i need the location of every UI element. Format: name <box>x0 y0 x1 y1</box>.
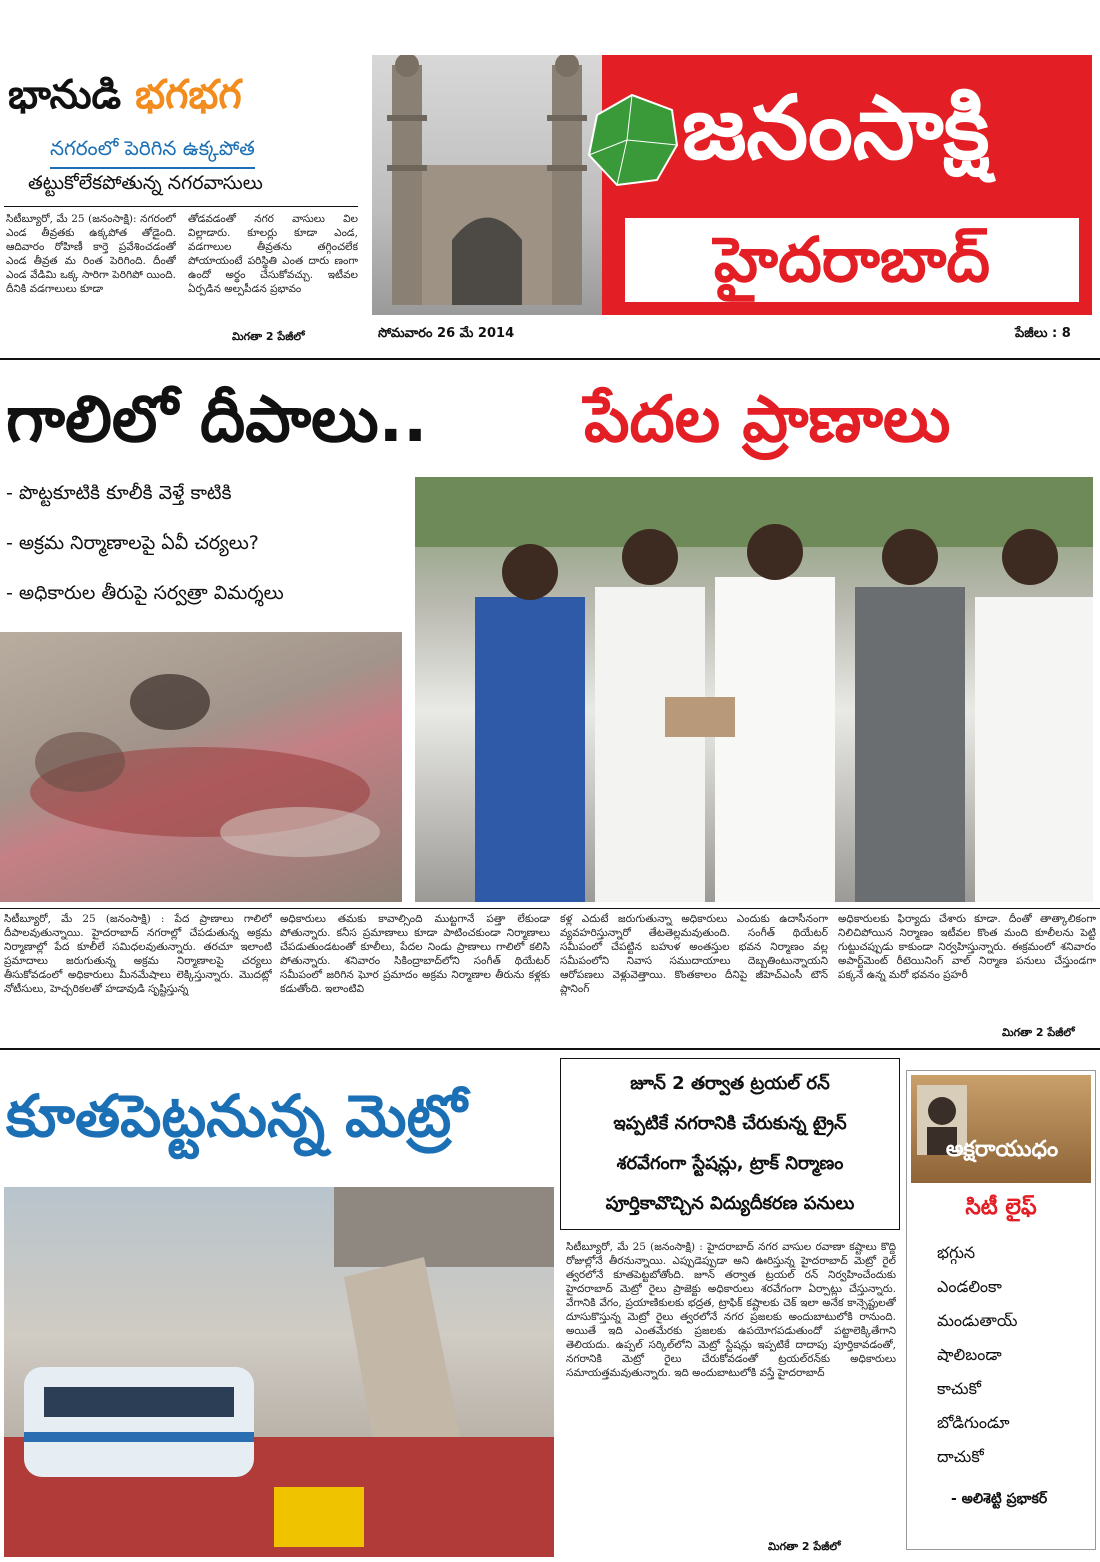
heat-title: భానుడి భగభగ <box>8 72 242 118</box>
bullet-item: - అక్రమ నిర్మాణాలపై ఏవీ చర్యలు? <box>6 532 259 554</box>
heat-subtitle-2: తట్టుకోలేకపోతున్న నగరవాసులు <box>28 172 263 194</box>
poem-line: దాచుకో <box>937 1447 984 1466</box>
poem-author: - అలిశెట్టి ప్రభాకర్ <box>951 1491 1048 1507</box>
paper-name: జనంసాక్షి <box>682 76 990 179</box>
metro-headline: కూతపెట్టనున్న మెట్రో <box>6 1082 467 1150</box>
page-count: పేజీలు : 8 <box>1015 326 1071 341</box>
main-col-4: అధికారులకు ఫిర్యాదు చేశారు కూడా. దీంతో తాత్కాలికంగా నిలిచిపోయిన నిర్మాణం ఇటీవల కొంత మంది కూలీలను పెట్టి గుట్టుచప్పుడు కాకుండా నిర్వహిస్తున్నారు. ఈక్రమంలో శనివారం అపార్ట్‌మెంట్ రీటెయినింగ్ వాల్ నిర్మాణ పనులు చేస్తుండగా పక్కనే ఉన్న మరో భవనం ప్రహరీ <box>838 913 1096 981</box>
poem-line: ఎండలింకా <box>937 1277 1002 1296</box>
edition-name: హైదరాబాద్ <box>713 223 991 296</box>
main-bullets <box>0 474 405 626</box>
heat-subtitle-1: నగరంలో పెరిగిన ఉక్కపోత <box>50 136 255 169</box>
headline-red: పేదల ప్రాణాలు <box>584 383 951 457</box>
masthead <box>372 55 1092 315</box>
poem-line: బోడిగుండూ <box>937 1413 1010 1432</box>
metro-point: పూర్తికావొచ్చిన విద్యుదీకరణ పనులు <box>605 1193 855 1214</box>
heat-col-1: సిటీబ్యూరో, మే 25 (జనంసాక్షి): నగరంలో ఎండ తీవ్రతకు ఉక్కపోత తోడైంది. ఆదివారం రోహిణీ కార్తె ప్రవేశించడంతో ఎండ తీవ్రత మ రింత పెరిగింది. దీంతో ఎండ వేడిమి ఒక్క సారిగా పెరిగిపో యింది. దీనికి వడగాలులు కూడా <box>6 213 176 295</box>
metro-points-box <box>560 1058 900 1230</box>
heat-continued: మిగతా 2 పేజీలో <box>232 330 305 346</box>
top-divider <box>0 358 1100 360</box>
metro-point: శరవేగంగా స్టేషన్లు, ట్రాక్ నిర్మాణం <box>616 1153 844 1174</box>
bullet-item: - పొట్టకూటికి కూలీకి వెళ్తే కాటికి <box>6 482 232 504</box>
metro-point: జూన్ 2 తర్వాత ట్రయల్ రన్ <box>630 1073 830 1094</box>
victims-photo-shapes <box>0 632 402 902</box>
metro-train-photo <box>4 1187 554 1557</box>
charminar-icon <box>372 55 602 315</box>
crowd-photo-shapes <box>415 477 1093 902</box>
poem-column-banner <box>911 1075 1091 1183</box>
poem-line: మండుతాయ్ <box>937 1311 1018 1330</box>
metro-photo-shapes <box>4 1187 554 1557</box>
poem-line: షాలిబండా <box>937 1345 1002 1364</box>
main-col-2: అధికారులు తమకు కావాల్సింది ముట్టగానే పత్తా లేకుండా పోతున్నారు. కనీస ప్రమాణాలు కూడా పాటించకుండా నిర్మాణాలు చేపడుతుండటంతో కూలీలు, పేదల నిండు ప్రాణాలు గాలిలో కలిసి పోతున్నారు. శనివారం సికింద్రాబాద్‌లోని సంగీత్ థియేటర్ సమీపంలో జరిగిన ఘోర ప్రమాదం అక్రమ నిర్మాణాల తీరును కళ్లకు కడుతోంది. ఇలాంటివి <box>280 913 550 995</box>
metro-text: సిటీబ్యూరో, మే 25 (జనంసాక్షి) : హైదరాబాద్ నగర వాసుల రవాణా కష్టాలు కొద్ది రోజుల్లోనే తీరనున్నాయి. ఎప్పుడెప్పుడా అని ఊరిస్తున్న హైదరాబాద్ మెట్రో రైల్ త్వరలోనే కూతపెట్టబోతోంది. జూన్ తర్వాత ట్రయల్ రన్ నిర్వహించేందుకు హైదరాబాద్ మెట్రో రైలు ప్రాజెక్టు అధికారులు శరవేగంగా ఏర్పాట్లు చేస్తున్నారు. వేగానికి వేగం, ప్రయాణికులకు భద్రత, ట్రాఫిక్ కష్టాలకు చెక్ ఇలా అనేక కాన్సెప్టులతో దూసుకొస్తున్న మెట్రో రైలు త్వరలోనే నగర ప్రజలకు అందుబాటులోకి రానుంది. అయితే ఇది ఎంతమేరకు ప్రజలకు ఉపయోగపడుతుందో పట్టాలెక్కితేగాని తెలియదు. ఉప్పల్ సర్కిల్‌లోని మెట్రో స్టేషన్లు ఇప్పటికే దాదాపు పూర్తికావడంతో, నగరానికి మెట్రో రైలు చేరుకోవడంతో ట్రయల్‌రన్‌కు అధికారులు సమాయత్తమవుతున్నారు. ఇది అందుబాటులోకి వస్తే హైదరాబాద్ <box>566 1241 896 1379</box>
metro-point: ఇప్పటికే నగరానికి చేరుకున్న ట్రైన్ <box>613 1113 847 1134</box>
poem-line: భగ్గున <box>937 1243 976 1262</box>
metro-continued: మిగతా 2 పేజీలో <box>768 1540 841 1556</box>
main-col-3: కళ్ల ఎదుటే జరుగుతున్నా అధికారులు ఎందుకు ఉదాసీనంగా వ్యవహరిస్తున్నారో తేటతెల్లమవుతుంది. సంగీత్ థియేటర్ సమీపంలో చేపట్టిన బహుళ అంతస్తుల భవన నిర్మాణం వల్ల సమీపంలోని నివాస సముదాయాలు దెబ్బతింటున్నాయని ఆరోపణలు వెళ్లువెత్తాయి. కొంతకాలం దీనిపై జీహెచ్ఎంసీ టౌన్ ప్లానింగ్ <box>560 913 828 995</box>
bottom-divider <box>0 1048 1100 1050</box>
heat-col-2: తోడవడంతో నగర వాసులు విల విల్లాడారు. కూలర్లు కూడా ఎండ, వడగాలుల తీవ్రతను తగ్గించలేక పోయాయంటే పరిస్థితి ఎంత దారు ణంగా ఉందో అర్థం చేసుకోవచ్చు. ఇటీవల ఏర్పడిన అల్పపీడన ప్రభావం <box>188 213 358 295</box>
poem-column-name: అక్షరాయుధం <box>945 1137 1059 1162</box>
main-continued: మిగతా 2 పేజీలో <box>1002 1026 1075 1042</box>
headline-black: గాలిలో దీపాలు.. <box>6 383 428 457</box>
heat-rule <box>4 206 358 207</box>
issue-date: సోమవారం 26 మే 2014 <box>378 326 515 341</box>
poem-line: కాచుకో <box>937 1379 981 1398</box>
poem-box <box>906 1070 1096 1550</box>
victims-photo <box>0 632 402 902</box>
cheque-handover-photo <box>415 477 1093 902</box>
heat-story <box>0 60 362 350</box>
poem-title: సిటీ లైఫ్ <box>965 1195 1037 1220</box>
main-photo-divider <box>0 908 1100 909</box>
charminar-image <box>372 55 602 315</box>
main-headline <box>0 370 1100 470</box>
main-col-1: సిటీబ్యూరో, మే 25 (జనంసాక్షి) : పేద ప్రాణాలు గాలిలో దీపాలవుతున్నాయి. హైదరాబాద్ నగరాల్లో చేపడుతున్న అక్రమ నిర్మాణాల్లో పేద కూలీలే సమిధలవుతున్నారు. తరచూ ఇలాంటి ప్రమాదాలు జరుగుతున్న అక్రమ నిర్మాణాలపై చర్యలు తీసుకోవడంలో అధికారులు మీనమేషాలు లెక్కిస్తున్నారు. మొదట్లో నోటీసులు, హెచ్చరికలతో హడావుడి సృష్టిస్తున్న <box>4 913 272 995</box>
bullet-item: - అధికారుల తీరుపై సర్వత్రా విమర్శలు <box>6 582 284 604</box>
edition-box <box>622 215 1082 305</box>
telangana-map-icon <box>577 85 687 195</box>
